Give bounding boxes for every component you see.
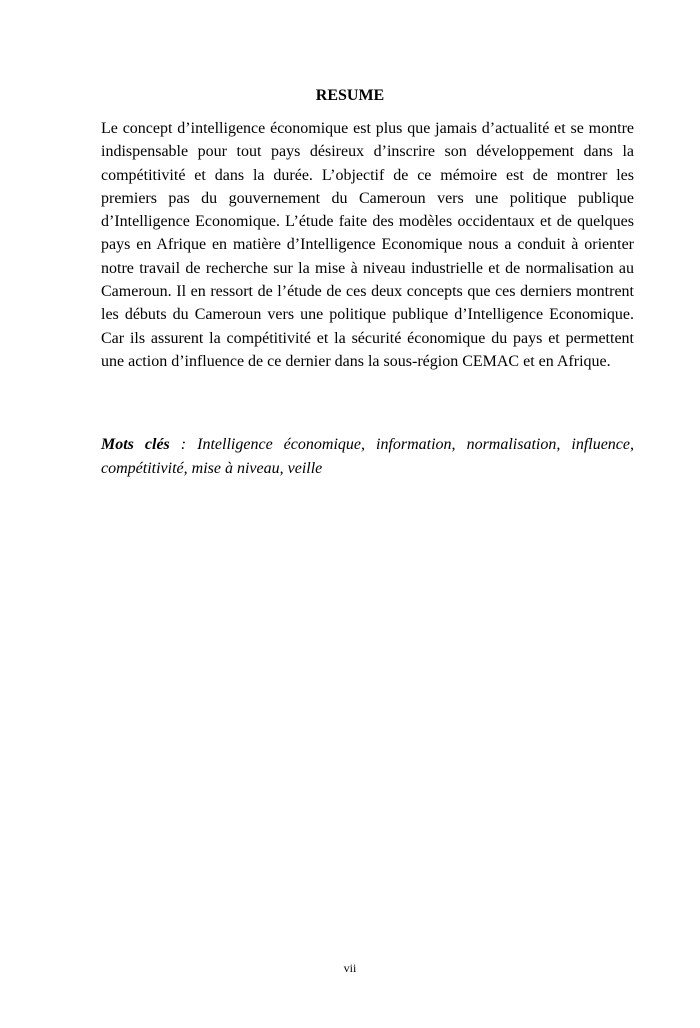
keywords-separator: : — [169, 436, 198, 453]
page-number: vii — [343, 961, 357, 975]
page-title: RESUME — [315, 87, 385, 104]
keywords-list: Intelligence économique, information, normalisation, influence, compétitivité, mise à niveau, veille — [101, 436, 635, 477]
keywords-label: Mots clés — [101, 436, 170, 453]
abstract-paragraph: Le concept d’intelligence économique est plus que jamais d’actualité et se montre indispensable pour tout pays désireux d’inscrire son développement dans la compétitivité et dans la durée. L’objectif de ce mémoire est de montrer les premiers pas du gouvernement du Cameroun vers une politique publique d’Intelligence Economique. L’étude faite des modèles occidentaux et de quelques pays en Afrique en matière d’Intelligence Economique nous a conduit à orienter notre travail de recherche sur la mise à niveau industrielle et de normalisation au Cameroun. Il en ressort de l’étude de ces deux concepts que ces derniers montrent les débuts du Cameroun vers une politique publique d’Intelligence Economique. Car ils assurent la compétitivité et la sécurité économique du pays et permettent une action d’influence de ce dernier dans la sous-région CEMAC et en Afrique. — [101, 120, 634, 370]
keywords-paragraph — [101, 433, 634, 480]
